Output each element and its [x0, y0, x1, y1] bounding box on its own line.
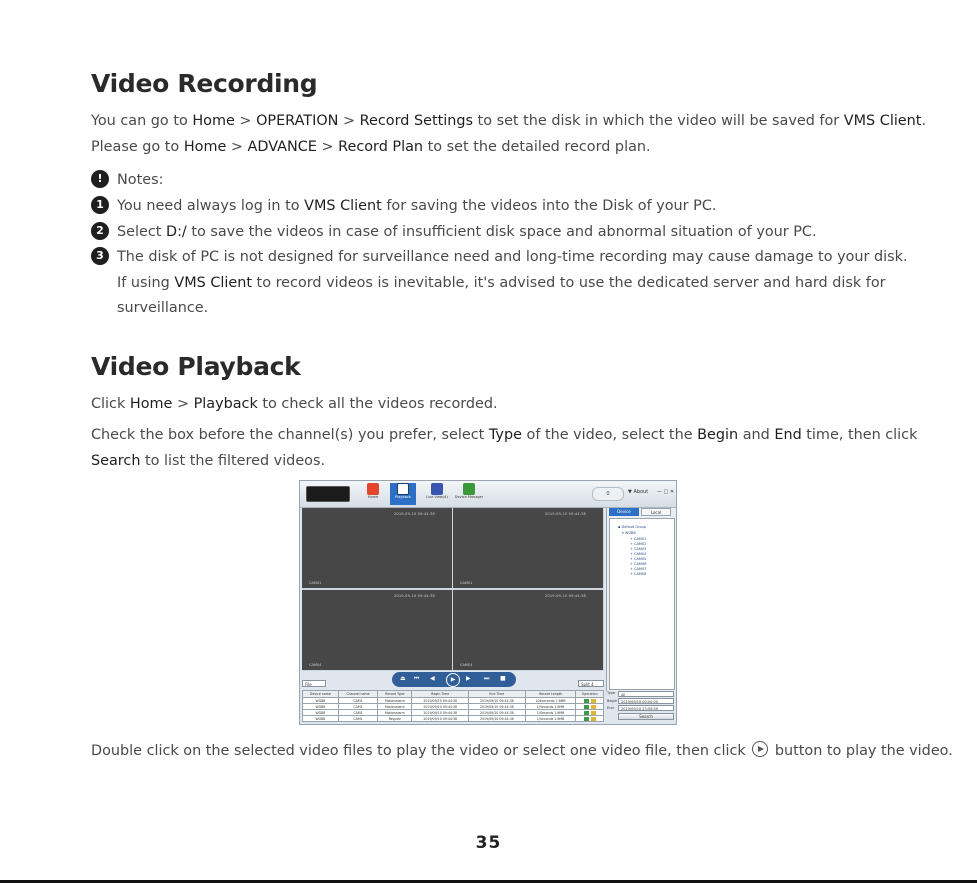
notes-heading: ! Notes:	[91, 170, 163, 190]
play-button-icon	[752, 741, 768, 757]
section-title-video-playback: Video Playback	[91, 352, 301, 381]
tree-item-device[interactable]: ▾ WGB8	[622, 531, 636, 535]
table-row[interactable]: WGB8 CAM1 Motionalarm 2019/09/10 09:44:38 2019/09/10 09:44:38 1/Seconds 1.6MB	[303, 710, 604, 716]
tree-item-cam[interactable]: + CAM03	[630, 547, 647, 551]
playback-controls	[392, 672, 516, 687]
tree-item-group[interactable]: ▪ Default Group	[618, 525, 647, 529]
number-3-icon: 3	[91, 247, 109, 265]
device-tree	[609, 518, 675, 690]
tree-item-cam[interactable]: + CAM06	[630, 562, 647, 566]
table-row[interactable]: WGB8 CAM1 Regular 2019/09/10 09:44:38 2019/09/10 09:44:38 1/Seconds 1.6MB	[303, 716, 604, 722]
toolbar-playback-button[interactable]: Playback	[390, 483, 416, 505]
eject-icon[interactable]: ⏏	[400, 675, 406, 682]
paragraph-record-plan: Please go to Home > ADVANCE > Record Plan to set the detailed record plan.	[91, 139, 651, 155]
toolbar-device-manager-button[interactable]: Device Manager	[454, 483, 484, 505]
folder-icon[interactable]	[591, 717, 596, 721]
step-forward-icon[interactable]: ▶	[466, 675, 471, 682]
step-back-icon[interactable]: ◀	[430, 675, 435, 682]
stop-icon[interactable]: ■	[500, 675, 506, 682]
section-title-video-recording: Video Recording	[91, 69, 318, 98]
house-icon	[367, 483, 379, 495]
toolbar-home-button[interactable]: Home	[360, 483, 386, 505]
tree-item-cam[interactable]: + CAM05	[630, 557, 647, 561]
tab-local[interactable]: Local	[641, 508, 671, 516]
play-icon[interactable]: ▶	[446, 673, 460, 687]
table-row[interactable]: WGB8 CAM1 Motionalarm 2019/09/10 09:44:38 2019/09/10 09:44:38 1/Seconds 1.6MB	[303, 704, 604, 710]
tree-item-cam[interactable]: + CAM01	[630, 537, 647, 541]
number-1-icon: 1	[91, 196, 109, 214]
device-panel	[606, 508, 677, 691]
playback-screenshot: Home Playback Live View(4) Device Manager 0 ▼ About — □ ✕ 2019-09-10 09:44:38 CAM01 2019-09-10 09:44:38 CAM01 2019-09-10 09:44:38 CAM04 2019-09-10 09:44:38 CAM04 ⏏ ⏮ ◀ ▶ ▶ ⏭ ■ File Split 4 Device name Channel name Record Type Begin Time End Time Record Length Operation WGB8 CAM1 Motionalarm 2019/09/10 09:44:38 2019/09/10 09:44:38 104seconds 7.6MB WGB8 CAM1 Motionalarm 2019/09/10 09:44:38 2019/09/10 09:44:38 1/Seconds 1.6MB WGB8 CAM1 Motionalarm 2019/09/10 09:44:38 2019/09/10 09:44:38 1/Seconds 1.6MB WGB8 CAM1 Regular 2019/09/10 09:44:38 2019/09/10 09:44:38 1/Seconds 1.6MB Device Local ▪ Default Group ▾ WGB8 + CAM01 + CAM02 + CAM03 + CAM04 + CAM05 + CAM06 + CAM07 + CAM08 Type All Begin 2019/09/10 00:00:00 End 2019/09/10 23:59:59 Search	[299, 480, 677, 725]
paragraph-record-settings: You can go to Home > OPERATION > Record Settings to set the disk in which the video will be saved for VMS Client.	[91, 113, 927, 129]
table-row[interactable]: WGB8 CAM1 Motionalarm 2019/09/10 09:44:38 2019/09/10 09:44:38 104seconds 7.6MB	[303, 698, 604, 704]
device-icon	[463, 483, 475, 495]
film-icon	[397, 483, 409, 495]
paragraph-select-channel: Check the box before the channel(s) you prefer, select Type of the video, select the Begin and End time, then click	[91, 427, 918, 443]
folder-icon[interactable]	[591, 711, 596, 715]
toolbar-liveview-button[interactable]: Live View(4)	[424, 483, 450, 505]
folder-icon[interactable]	[591, 699, 596, 703]
download-icon[interactable]	[584, 705, 589, 709]
download-icon[interactable]	[584, 717, 589, 721]
note-3-line-3: surveillance.	[117, 300, 209, 316]
about-link[interactable]: ▼ About	[628, 489, 649, 495]
number-2-icon: 2	[91, 222, 109, 240]
video-cell[interactable]: 2019-09-10 09:44:38 CAM01	[453, 508, 603, 588]
page-number: 35	[475, 833, 502, 853]
type-select[interactable]: All	[618, 691, 674, 697]
note-3: 3 The disk of PC is not designed for surveillance need and long-time recording may cause damage to your disk.	[91, 247, 908, 267]
app-toolbar	[300, 481, 676, 508]
monitor-icon	[431, 483, 443, 495]
download-icon[interactable]	[584, 711, 589, 715]
note-2: 2 Select D:/ to save the videos in case of insufficient disk space and abnormal situation of your PC.	[91, 222, 817, 242]
download-icon[interactable]	[584, 699, 589, 703]
paragraph-playback-path: Click Home > Playback to check all the videos recorded.	[91, 396, 498, 412]
video-grid	[302, 508, 604, 671]
file-select[interactable]: File	[302, 680, 326, 687]
end-time-input[interactable]: 2019/09/10 23:59:59	[618, 705, 674, 711]
tab-device[interactable]: Device	[609, 508, 639, 516]
video-cell[interactable]: 2019-09-10 09:44:38 CAM04	[302, 590, 452, 670]
video-cell[interactable]: 2019-09-10 09:44:38 CAM04	[453, 590, 603, 670]
tree-item-cam[interactable]: + CAM07	[630, 567, 647, 571]
paragraph-double-click: Double click on the selected video files to play the video or select one video file, then click button to play the video.	[91, 743, 953, 759]
tree-item-cam[interactable]: + CAM02	[630, 542, 647, 546]
paragraph-search: Search to list the filtered videos.	[91, 453, 326, 469]
app-logo	[306, 486, 350, 502]
video-cell[interactable]: 2019-09-10 09:44:38 CAM01	[302, 508, 452, 588]
tree-item-cam[interactable]: + CAM08	[630, 572, 647, 576]
split-select[interactable]: Split 4	[578, 680, 604, 687]
note-1: 1 You need always log in to VMS Client for saving the videos into the Disk of your PC.	[91, 196, 716, 216]
folder-icon[interactable]	[591, 705, 596, 709]
tree-item-cam[interactable]: + CAM04	[630, 552, 647, 556]
exclamation-icon: !	[91, 170, 109, 188]
begin-time-input[interactable]: 2019/09/10 00:00:00	[618, 698, 674, 704]
search-button[interactable]: Search	[618, 713, 674, 720]
fast-rewind-icon[interactable]: ⏮	[414, 675, 420, 682]
record-table: Device name Channel name Record Type Begin Time End Time Record Length Operation WGB8 CAM1 Motionalarm 2019/09/10 09:44:38 2019/09/10 09:44:38 104seconds 7.6MB WGB8 CAM1 Motionalarm 2019/09/10 09:44:38 2019/09/10 09:44:38 1/Seconds 1.6MB WGB8 CAM1 Motionalarm 2019/09/10 09:44:38 2019/09/10 09:44:38 1/Seconds 1.6MB WGB8 CAM1 Regular 2019/09/10 09:44:38 2019/09/10 09:44:38 1/Seconds 1.6MB	[302, 690, 604, 722]
fast-forward-icon[interactable]: ⏭	[484, 675, 490, 682]
window-controls[interactable]: — □ ✕	[657, 489, 675, 495]
note-3-line-2: If using VMS Client to record videos is inevitable, it's advised to use the dedicated server and hard disk for	[117, 275, 886, 291]
version-pill[interactable]: 0	[592, 487, 624, 501]
